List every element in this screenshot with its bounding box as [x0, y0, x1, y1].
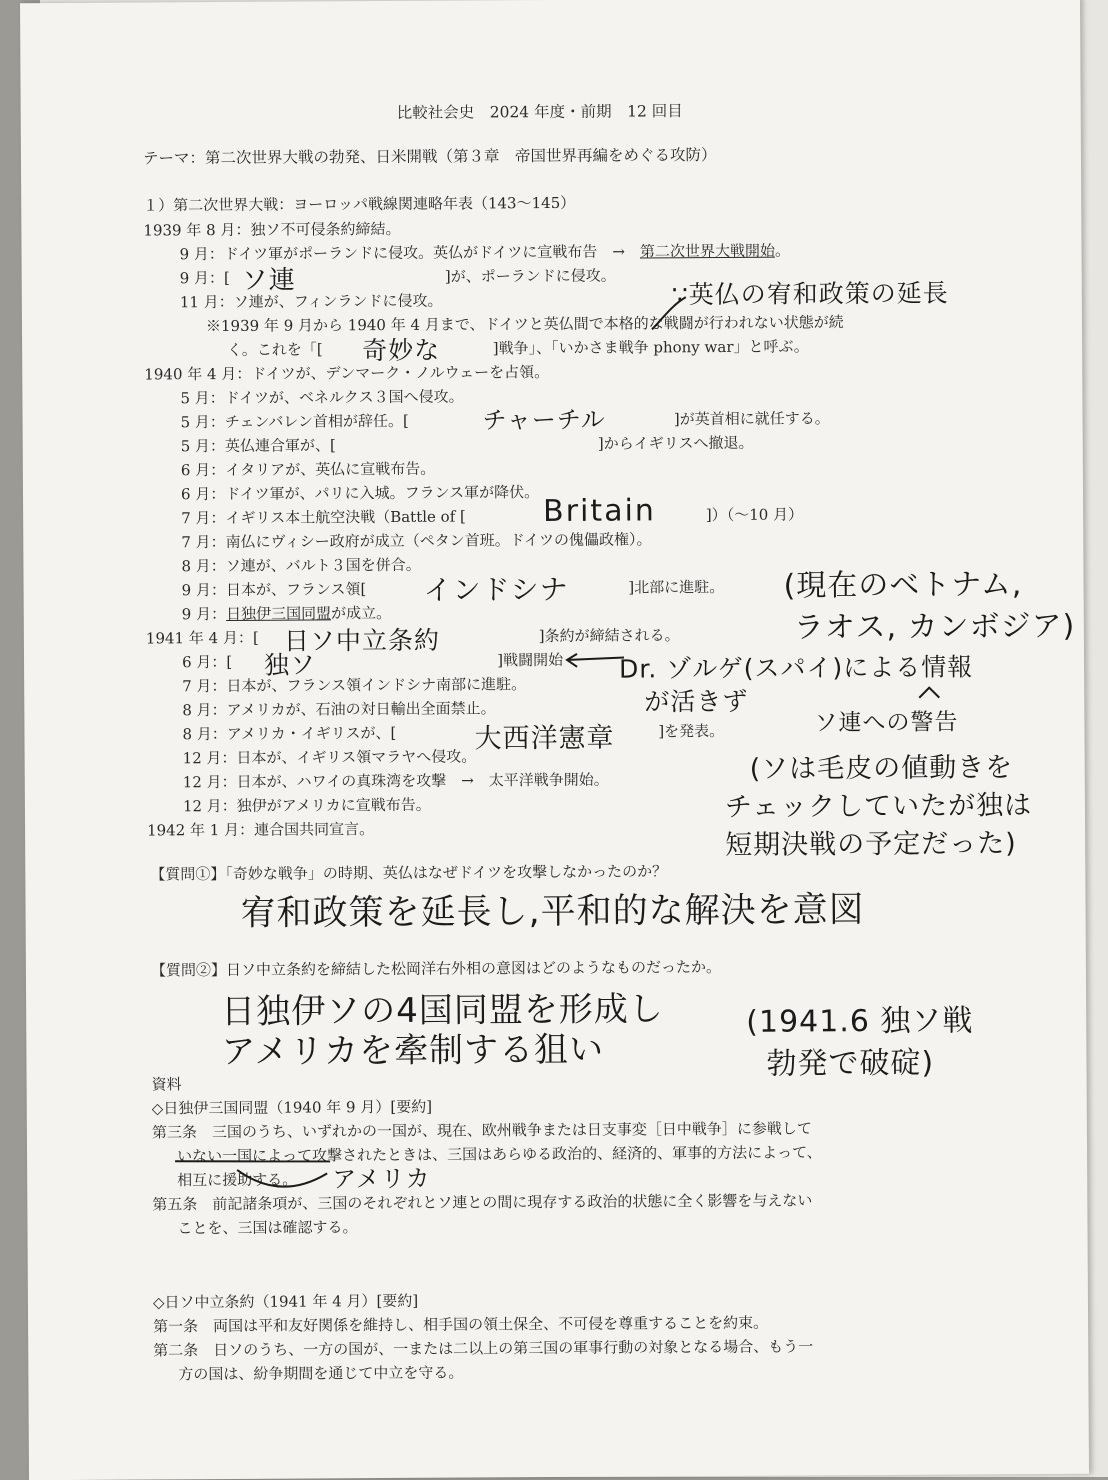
doc1-curve-arrow	[237, 1169, 327, 1187]
hw-note-check-3: 短期決戦の予定だった)	[725, 828, 1017, 861]
appeasement-pointer	[652, 297, 686, 329]
pen-marks	[20, 0, 1089, 1480]
timeline-line-1941-08a: 8 月：アメリカが、石油の対日輸出全面禁止。	[182, 699, 496, 720]
hw-warning: ソ連への警告	[814, 709, 959, 737]
timeline-note-1: ※1939 年 9 月から 1940 年 4 月まで、ドイツと英仏間で本格的な戦闘が行われない状態が続	[205, 313, 844, 336]
doc1-line-1: 第三条 三国のうち、いずれかの一国が、現在、欧州戦争または日支事変［日中戦争］に参戦して	[151, 1119, 812, 1142]
timeline-line-1940-06a: 6 月：イタリアが、英仏に宣戦布告。	[180, 459, 436, 480]
timeline-note-2: く。これを「[ ]戦争」、「いかさま戦争 phony war」と呼ぶ。	[227, 337, 809, 359]
timeline-line-1941-12c: 12 月：独伊がアメリカに宣戦布告。	[182, 795, 431, 816]
doc2-line-3: 方の国は、紛争期間を通じて中立を守る。	[178, 1363, 464, 1384]
page-title: 比較社会史 2024 年度・前期 12 回目	[396, 102, 683, 122]
hw-note-vietnam-2: ラオス, カンボジア)	[793, 608, 1076, 646]
hw-appeasement: ∵英仏の宥和政策の延長	[671, 278, 949, 310]
theme-line: テーマ：第二次世界大戦の勃発、日米開戦（第３章 帝国世界再編をめぐる攻防）	[142, 145, 717, 168]
hw-sorge-2: が活きず	[644, 686, 749, 717]
hw-answer-2-1: 日独伊ソの4国同盟を形成し	[221, 989, 664, 1033]
question-2: 【質問②】日ソ中立条約を締結した松岡洋右外相の意図はどのようなものだったか。	[150, 957, 721, 980]
timeline-line-1942-01: 1942 年 1 月：連合国共同宣言。	[147, 820, 375, 840]
timeline-line-1940-06b: 6 月：ドイツ軍が、パリに入城。フランス軍が降伏。	[180, 483, 540, 504]
doc1-line-3: 相互に援助する。	[177, 1170, 298, 1190]
hw-answer-2-note-2: 勃発で破碇)	[766, 1045, 935, 1082]
hw-note-check-2: チェックしていたが独は	[724, 790, 1033, 823]
timeline-line-1939-08: 1939 年 8 月：独ソ不可侵条約締結。	[143, 219, 401, 240]
doc2-line-2: 第二条 日ソのうち、一方の国が、一または二以上の第三国の軍事行動の対象となる場合、もう一	[153, 1337, 814, 1360]
timeline-line-1939-09a: 9 月：ドイツ軍がポーランドに侵攻。英仏がドイツに宣戦布告 → 第二次世界大戦開始。	[179, 241, 791, 264]
timeline-line-1940-05a: 5 月：ドイツが、ベネルクス３国へ侵攻。	[180, 387, 464, 408]
timeline-line-1941-08b: 8 月：アメリカ・イギリスが、[ ]を発表。	[182, 721, 725, 744]
hw-note-vietnam-1: (現在のベトナム,	[783, 567, 1023, 604]
doc1-title: ◇日独伊三国同盟（1940 年 9 月）[要約]	[151, 1097, 433, 1118]
timeline-line-1940-09a: 9 月：日本が、フランス領[ ]北部に進駐。	[181, 577, 725, 600]
hw-answer-1: 宥和政策を延長し,平和的な解決を意図	[240, 890, 865, 934]
timeline-line-1940-07b: 7 月：南仏にヴィシー政府が成立（ペタン首班。ドイツの傀儡政権）。	[181, 530, 652, 552]
timeline-line-1940-04: 1940 年 4 月：ドイツが、デンマーク・ノルウェーを占領。	[144, 363, 550, 384]
timeline-line-1940-08: 8 月：ソ連が、バルト３国を併合。	[181, 555, 421, 576]
question-1: 【質問①】「奇妙な戦争」の時期、英仏はなぜドイツを攻撃しなかったのか？	[150, 862, 668, 884]
hw-answer-2-2: アメリカを牽制する狙い	[221, 1029, 605, 1073]
timeline-line-1941-12b: 12 月：日本が、ハワイの真珠湾を攻撃 → 太平洋戦争開始。	[182, 770, 609, 792]
timeline-line-1941-04: 1941 年 4 月：[ ]条約が締結される。	[145, 626, 680, 648]
timeline-line-1941-07: 7 月：日本が、フランス領インドシナ南部に進駐。	[182, 675, 527, 696]
timeline-line-1940-07a: 7 月：イギリス本土航空決戦（Battle of [ ]）（〜10 月）	[181, 505, 804, 528]
hw-soviet: ソ連	[241, 265, 296, 296]
doc2-title: ◇日ソ中立条約（1941 年 4 月）[要約]	[152, 1291, 419, 1312]
timeline-line-1939-09b: 9 月：[ ]が、ポーランドに侵攻。	[179, 266, 616, 288]
section1-heading: １）第二次世界大戦：ヨーロッパ戦線関連略年表（143〜145）	[143, 193, 576, 215]
hw-note-check-1: (ソは毛皮の値動きを	[749, 752, 1014, 785]
hw-britain: Britain	[543, 493, 656, 530]
timeline-line-1941-12a: 12 月：日本が、イギリス領マラヤへ侵攻。	[182, 747, 477, 768]
doc1-line-5: ことを、三国は確認する。	[177, 1218, 358, 1238]
hw-answer-2-note-1: (1941.6 独ソ戦	[746, 1003, 974, 1040]
timeline-line-1940-05c: 5 月：英仏連合軍が、[ ]からイギリスへ撤退。	[180, 433, 754, 456]
hw-neutrality: 日ソ中立条約	[283, 625, 441, 656]
timeline-line-1941-06: 6 月：[ ]戦闘開始	[181, 650, 564, 672]
doc1-line-2: いない一国によって攻撃されたときは、三国はあらゆる政治的、経済的、軍事的方法によって、	[177, 1143, 822, 1166]
sorge-arrow-line	[569, 658, 624, 660]
timeline-line-1940-09b: 9 月：日独伊三国同盟が成立。	[181, 603, 392, 624]
hw-churchill: チャーチル	[482, 405, 606, 435]
materials-heading: 資料	[151, 1075, 182, 1094]
document-page	[20, 0, 1089, 1480]
caret-mark	[919, 688, 939, 698]
hw-strange: 奇妙な	[362, 335, 441, 366]
hw-indochina: インドシナ	[423, 572, 569, 607]
timeline-line-1940-05b: 5 月：チェンバレン首相が辞任。[ ]が英首相に就任する。	[180, 409, 830, 432]
doc2-line-1: 第一条 両国は平和友好関係を維持し、相手国の領土保全、不可侵を尊重することを約束。	[153, 1313, 769, 1336]
hw-sorge-1: Dr. ゾルゲ(スパイ)による情報	[618, 652, 974, 684]
hw-germany-soviet: 独ソ	[263, 650, 317, 680]
doc1-underline	[175, 1160, 330, 1162]
hw-america: アメリカ	[332, 1164, 431, 1194]
hw-atlantic: 大西洋憲章	[474, 722, 615, 755]
timeline-line-1939-11: 11 月：ソ連が、フィンランドに侵攻。	[179, 291, 443, 312]
doc1-line-4: 第五条 前記諸条項が、三国のそれぞれとソ連との間に現存する政治的状態に全く影響を与えない	[152, 1191, 813, 1214]
